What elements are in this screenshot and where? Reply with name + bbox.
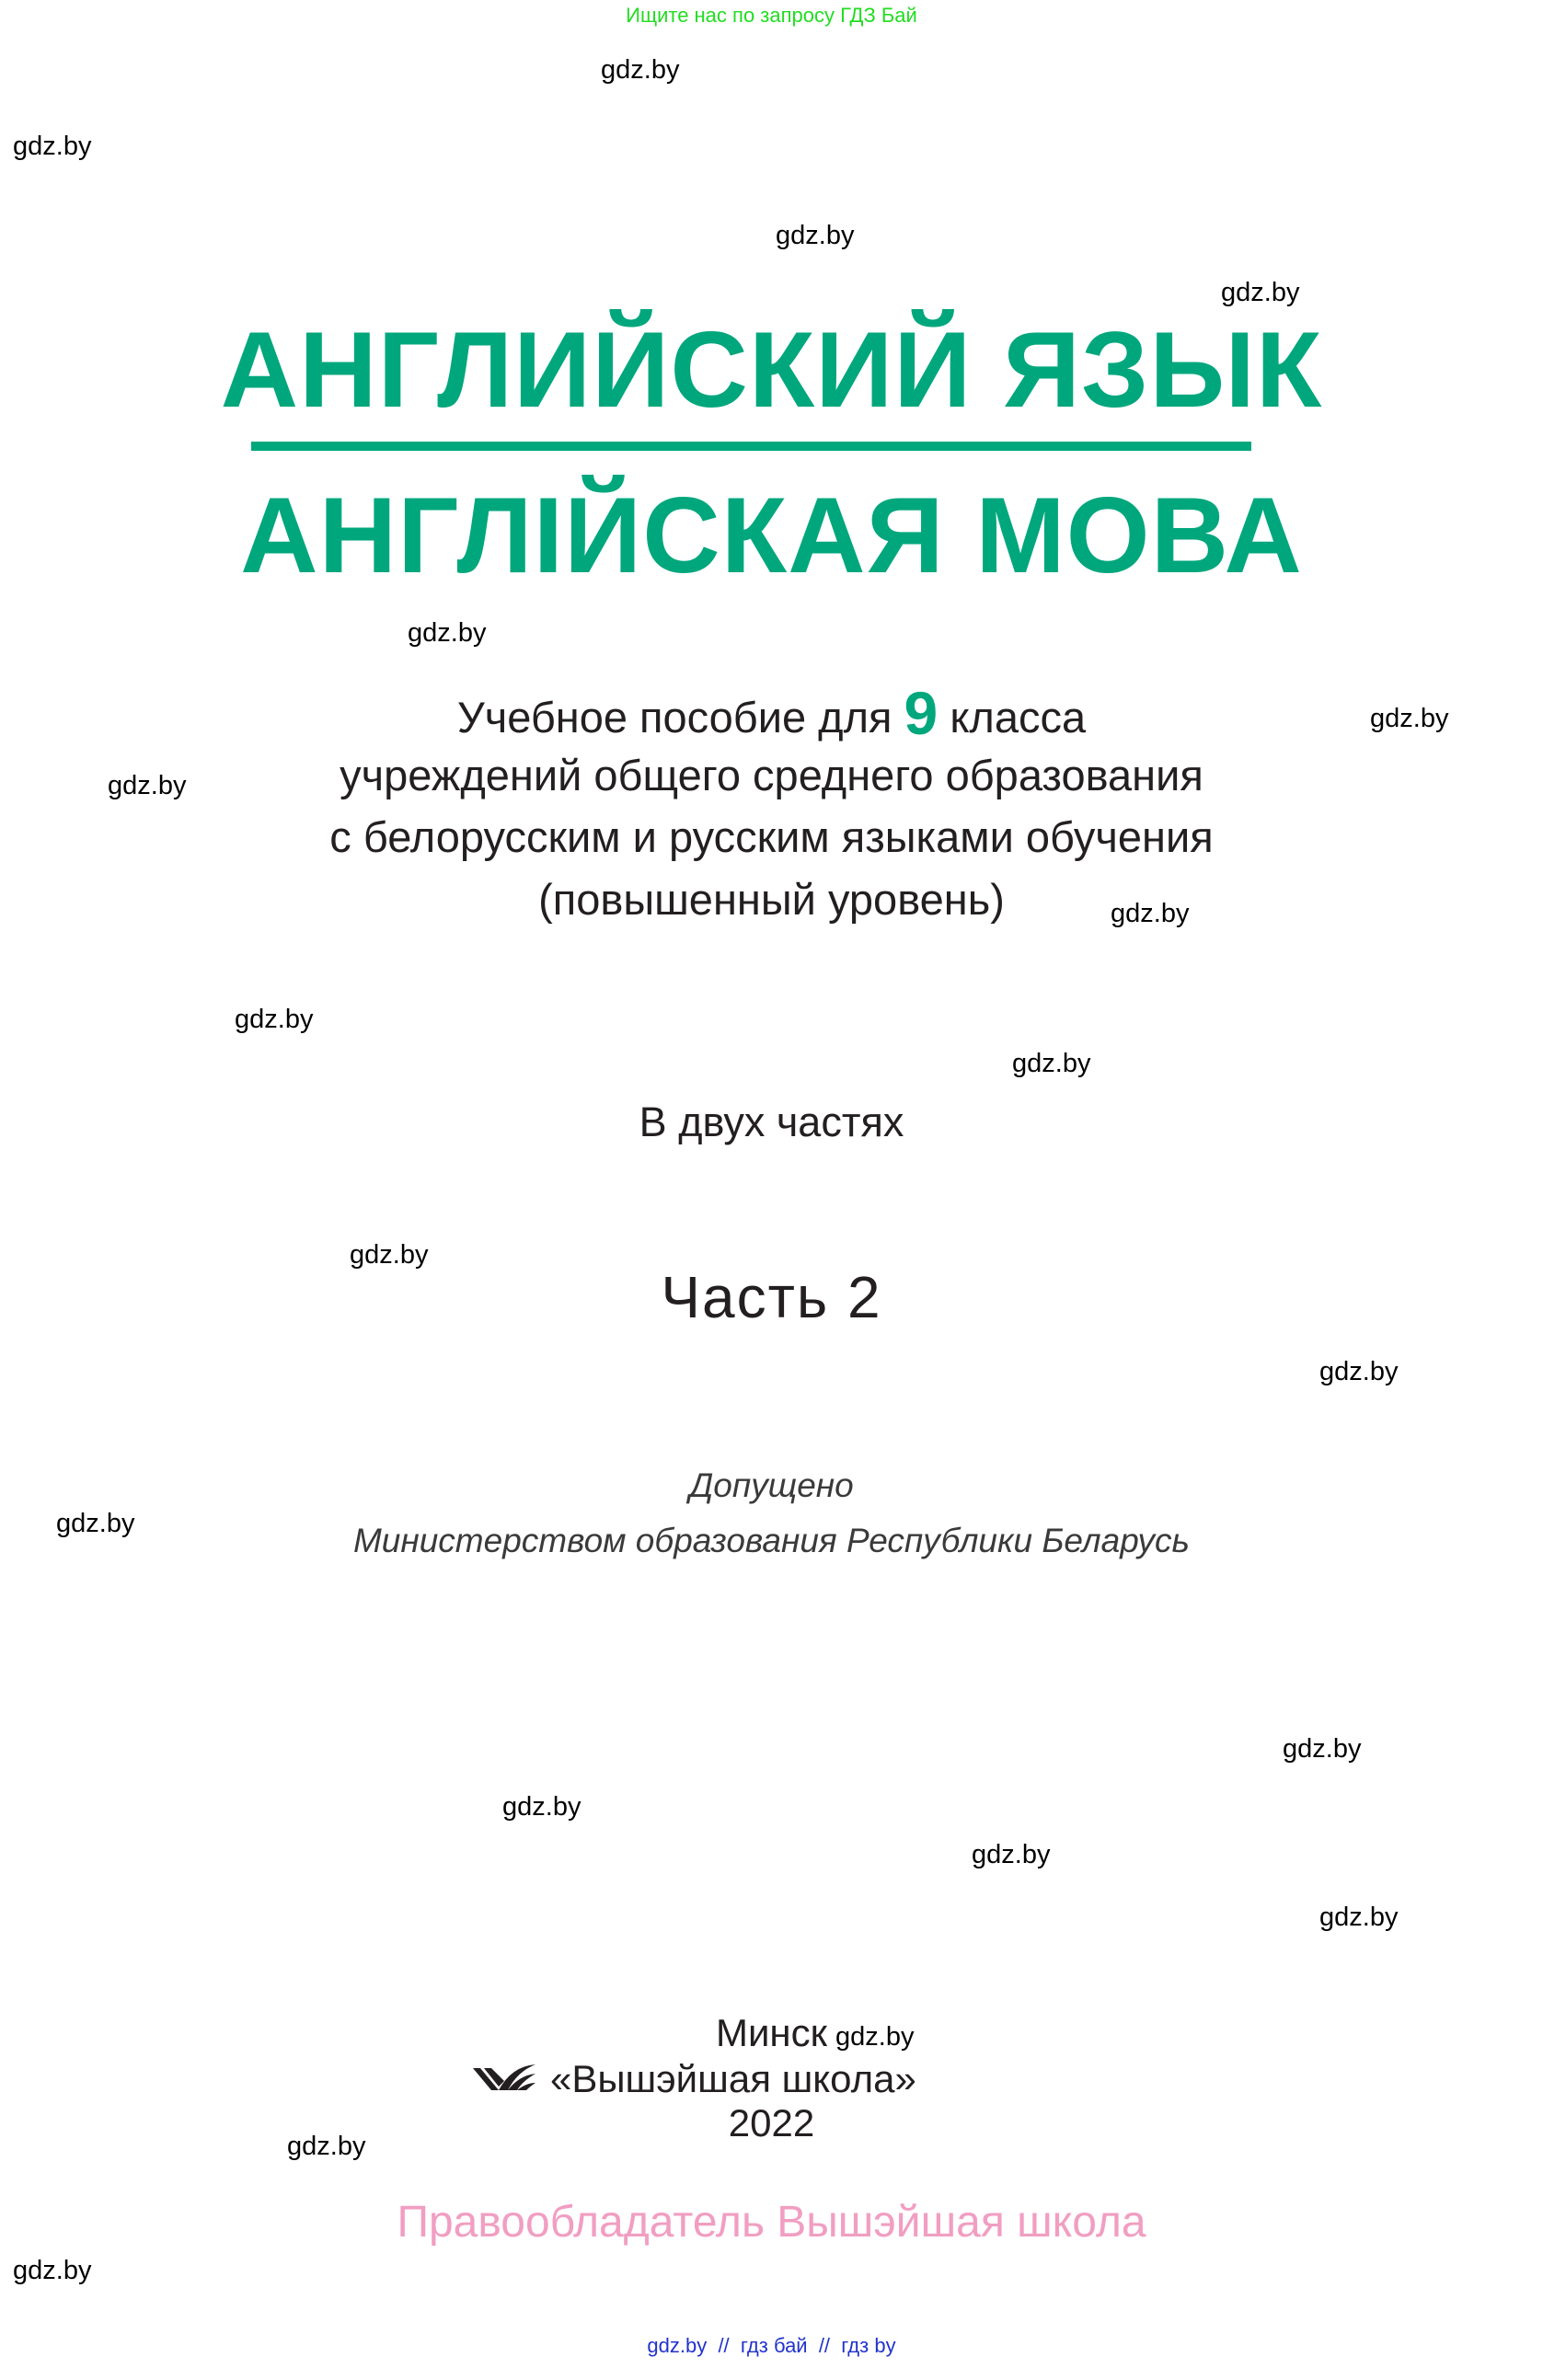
book-title-belarusian: АНГЛІЙСКАЯ МОВА [240,475,1303,595]
subtitle-line-1 [0,679,1543,748]
watermark: gdz.by [235,1005,314,1034]
approval-line-2: Министерством образования Республики Беларусь [352,1522,1191,1559]
grade-number: 9 [904,679,938,747]
watermark: gdz.by [502,1792,582,1822]
watermark: gdz.by [408,618,487,648]
publisher-logo-icon [471,2061,537,2098]
watermark: gdz.by [1111,899,1190,928]
watermark: gdz.by [1319,1903,1399,1932]
subtitle-line-3: с белорусским и русским языками обучения [329,812,1214,861]
watermark: gdz.by [1319,1357,1399,1386]
watermark: gdz.by [350,1240,429,1270]
rights-holder: Правообладатель Вышэйшая школа [397,2198,1146,2247]
parts-note: В двух частях [639,1098,904,1145]
watermark: gdz.by [108,771,187,800]
watermark: gdz.by [287,2132,366,2161]
watermark: gdz.by [13,2256,92,2285]
title-divider [251,442,1251,451]
subtitle-prefix: Учебное пособие для [456,693,892,742]
watermark: gdz.by [1283,1734,1362,1764]
top-banner: Ищите нас по запросу ГДЗ Бай [626,4,917,27]
approval-line-1: Допущено [689,1466,854,1504]
subtitle-suffix: класса [950,693,1087,742]
watermark: gdz.by [835,2022,915,2052]
watermark: gdz.by [13,132,92,161]
watermark: gdz.by [601,55,680,85]
book-title-russian: АНГЛИЙСКИЙ ЯЗЫК [220,309,1323,430]
subtitle-line-2: учреждений общего среднего образования [340,751,1203,799]
watermark: gdz.by [776,221,855,250]
watermark: gdz.by [1221,278,1300,307]
subtitle-line-4: (повышенный уровень) [538,875,1005,924]
watermark: gdz.by [1370,704,1449,733]
watermark: gdz.by [56,1509,135,1538]
publisher-city: Минск [715,2011,828,2054]
publication-year: 2022 [728,2101,815,2144]
part-label: Часть 2 [661,1264,882,1330]
publisher-name: «Вышэйшая школа» [550,2057,916,2100]
footer-links[interactable]: gdz.by // гдз бай // гдз by [647,2334,896,2357]
watermark: gdz.by [1012,1049,1091,1078]
watermark: gdz.by [972,1840,1051,1869]
